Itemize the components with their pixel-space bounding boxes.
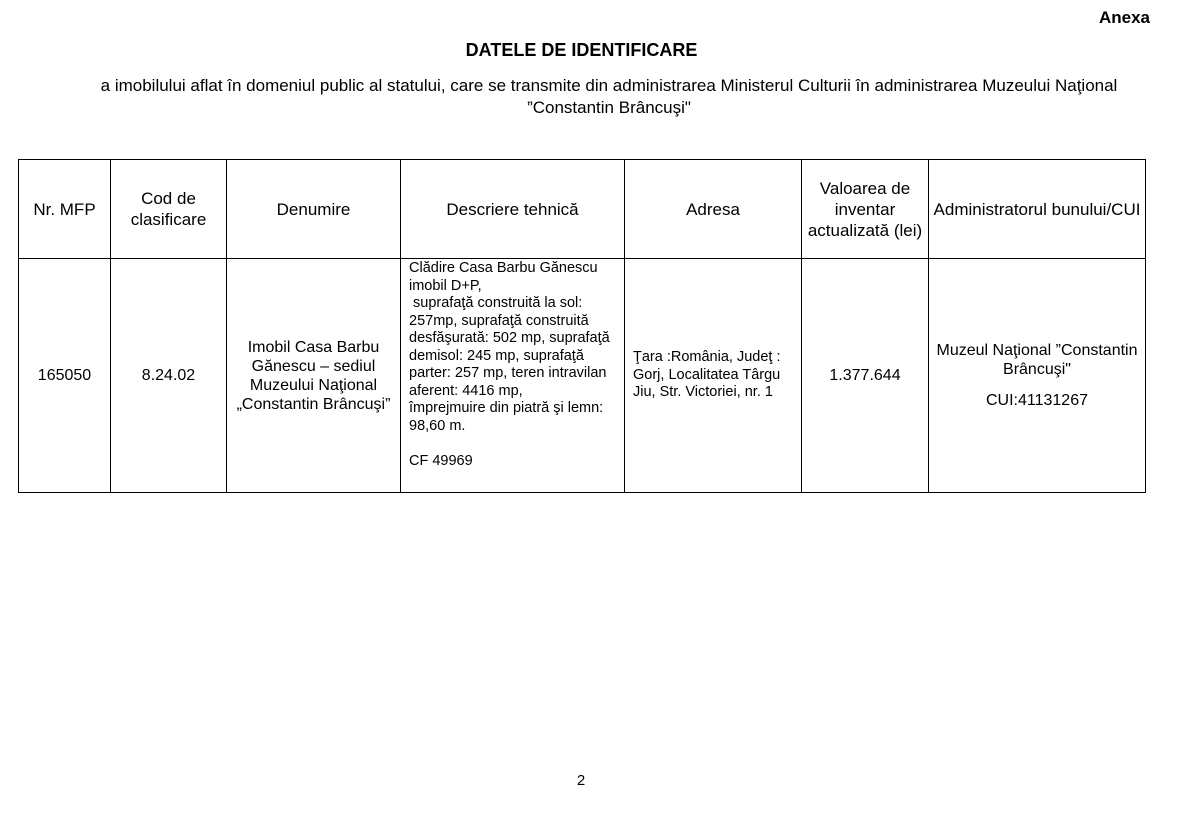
annex-label: Anexa — [1098, 8, 1150, 27]
page-number: 2 — [576, 772, 586, 789]
header-valoare-inventar: Valoarea de inventar actualizată (lei) — [802, 160, 929, 259]
cell-nr-mfp: 165050 — [19, 259, 111, 493]
header-cod-clasificare: Cod de clasificare — [111, 160, 227, 259]
administrator-cui: CUI:41131267 — [986, 392, 1088, 409]
header-denumire: Denumire — [227, 160, 401, 259]
header-adresa: Adresa — [625, 160, 802, 259]
cell-cod-clasificare: 8.24.02 — [111, 259, 227, 493]
descriere-line-building: Clădire Casa Barbu Gănescu imobil D+P, — [409, 260, 602, 294]
document-title: DATELE DE IDENTIFICARE — [465, 40, 698, 60]
identification-table — [18, 159, 1146, 493]
cell-valoare: 1.377.644 — [802, 259, 929, 493]
administrator-name: Muzeul Naţional ”Constantin Brâncuşi" — [936, 342, 1138, 378]
cell-descriere-tehnica — [401, 259, 625, 493]
header-administrator: Administratorul bunului/CUI — [929, 160, 1146, 259]
descriere-cf: CF 49969 — [409, 453, 473, 469]
descriere-line-fence: împrejmuire din piatră şi lemn: 98,60 m. — [409, 400, 608, 434]
cell-denumire: Imobil Casa Barbu Gănescu – sediul Muzeului Naţional „Constantin Brâncuşi” — [227, 259, 401, 493]
cell-adresa: Ţara :România, Judeţ : Gorj, Localitatea Târgu Jiu, Str. Victoriei, nr. 1 — [625, 259, 802, 493]
cell-administrator — [929, 259, 1146, 493]
table-row — [19, 259, 1146, 493]
table-header-row — [19, 160, 1146, 259]
header-descriere-tehnica: Descriere tehnică — [401, 160, 625, 259]
header-nr-mfp: Nr. MFP — [19, 160, 111, 259]
descriere-line-surfaces: suprafaţă construită la sol: 257mp, suprafaţă construită desfăşurată: 502 mp, suprafaţă demisol: 245 mp, suprafaţă parter: 257 mp, teren intravilan aferent: 4416 mp, — [409, 295, 614, 399]
document-subtitle: a imobilului aflat în domeniul public al statului, care se transmite din administrarea Ministerul Culturii în administrarea Muzeului Naţional ”Constantin Brâncuşi" — [100, 76, 1118, 117]
